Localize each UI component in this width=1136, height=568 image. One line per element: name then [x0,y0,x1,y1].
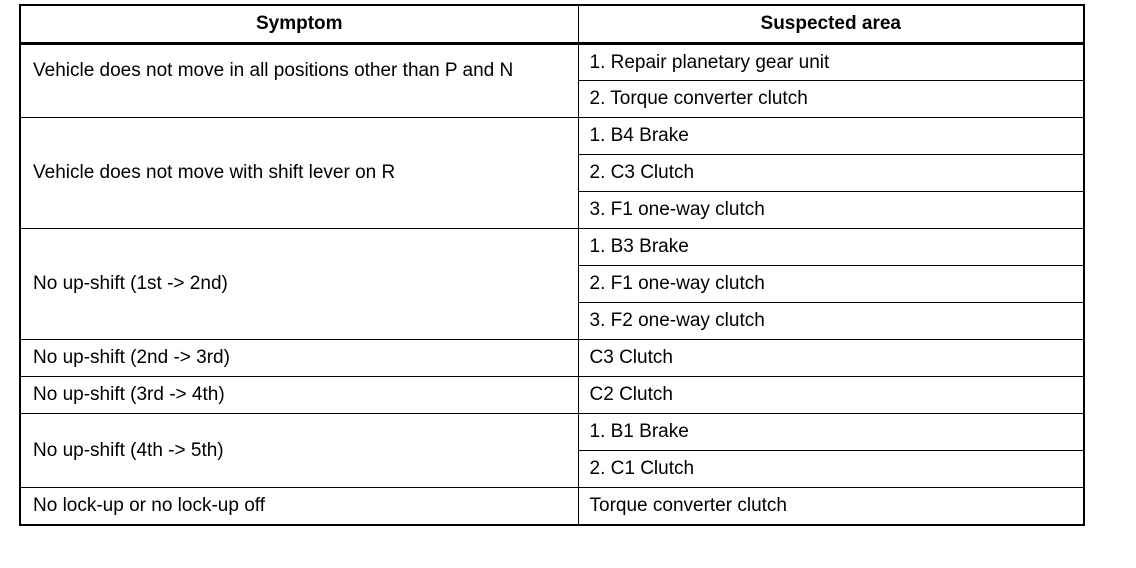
symptom-column-header: Symptom [20,5,578,44]
suspected-area-cell: 3. F1 one-way clutch [578,192,1084,229]
suspected-area-cell: 3. F2 one-way clutch [578,303,1084,340]
diagnosis-table [19,4,1085,526]
table-row [20,118,1084,155]
symptom-cell: Vehicle does not move in all positions other than P and N [20,44,578,118]
suspected-area-cell: Torque converter clutch [578,488,1084,525]
symptom-cell: Vehicle does not move with shift lever on R [20,118,578,229]
suspected-area-cell: 2. C1 Clutch [578,451,1084,488]
symptom-cell: No up-shift (2nd -> 3rd) [20,340,578,377]
table-row [20,44,1084,81]
table-row [20,488,1084,525]
suspected-area-cell: 2. F1 one-way clutch [578,266,1084,303]
suspected-area-cell: C3 Clutch [578,340,1084,377]
table-row [20,377,1084,414]
symptom-cell: No up-shift (3rd -> 4th) [20,377,578,414]
suspected-area-cell: 1. B1 Brake [578,414,1084,451]
suspected-area-cell: C2 Clutch [578,377,1084,414]
symptom-cell: No up-shift (1st -> 2nd) [20,229,578,340]
suspected-area-cell: 2. Torque converter clutch [578,81,1084,118]
suspected-area-cell: 1. Repair planetary gear unit [578,44,1084,81]
table-row [20,229,1084,266]
table-row [20,340,1084,377]
symptom-cell: No lock-up or no lock-up off [20,488,578,525]
table-row [20,414,1084,451]
suspected-area-cell: 1. B4 Brake [578,118,1084,155]
suspected-area-cell: 2. C3 Clutch [578,155,1084,192]
suspected-area-cell: 1. B3 Brake [578,229,1084,266]
symptom-cell: No up-shift (4th -> 5th) [20,414,578,488]
suspected-area-column-header: Suspected area [578,5,1084,44]
header-row [20,5,1084,44]
